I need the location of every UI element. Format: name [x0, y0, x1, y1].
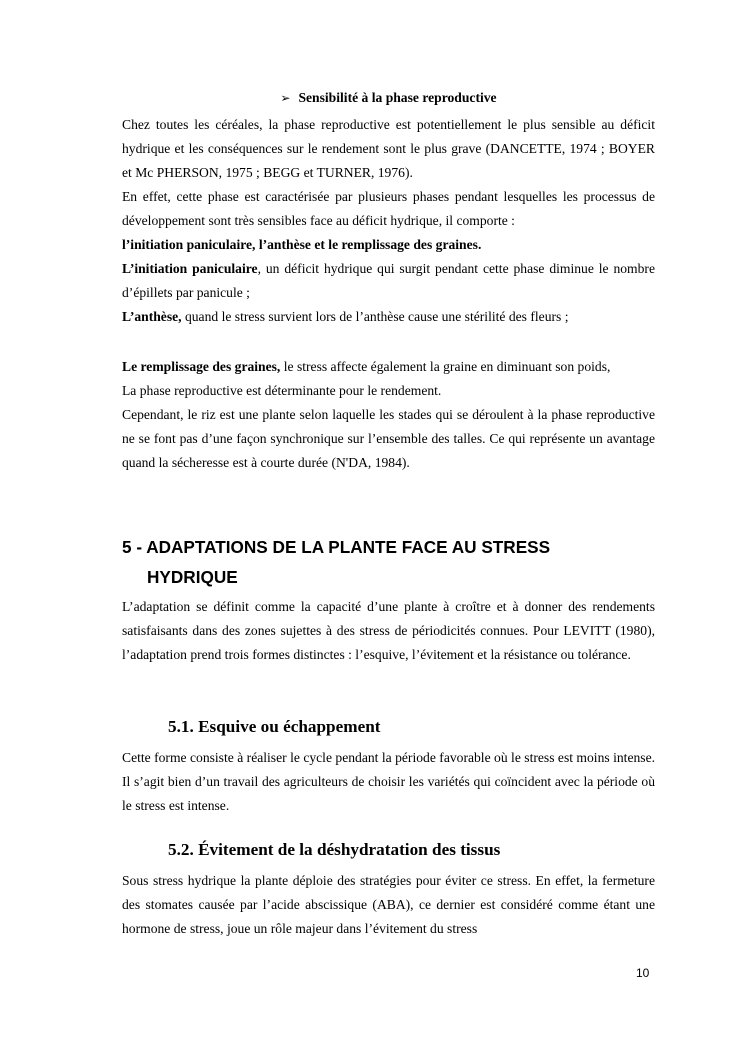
- section-5-title-line2: HYDRIQUE: [147, 567, 238, 587]
- paragraph-esquive: Cette forme consiste à réaliser le cycle pendant la période favorable où le stress est moins intense. Il s’agit bien d’un travail des agriculteurs de choisir les variétés qui coïncident avec la période où le stress est intense.: [122, 750, 655, 813]
- section-5-2-title: 5.2. Évitement de la déshydratation des tissus: [168, 840, 501, 859]
- reproductive-phase-block: [122, 113, 655, 329]
- paragraph-evitement: Sous stress hydrique la plante déploie des stratégies pour éviter ce stress. En effet, la fermeture des stomates causée par l’acide abscissique (ABA), ce dernier est considéré comme étant une hormone de stress, joue un rôle majeur dans l’évitement du stress: [122, 873, 655, 936]
- page-number: 10: [636, 966, 650, 980]
- paragraph-initiation: L’initiation paniculaire, un déficit hydrique qui surgit pendant cette phase diminue le nombre d’épillets par panicule ;: [122, 261, 655, 300]
- paragraph-determinant: La phase reproductive est déterminante pour le rendement.: [122, 383, 442, 398]
- bullet-heading-text: Sensibilité à la phase reproductive: [298, 90, 497, 105]
- bullet-heading: [122, 88, 655, 108]
- paragraph-phases: En effet, cette phase est caractérisée par plusieurs phases pendant lesquelles les processus de développement sont très sensibles face au déficit hydrique, il comporte : l’initiation paniculaire, l’anthèse et le remplissage des graines.: [122, 189, 655, 252]
- paragraph-grain-filling: Le remplissage des graines, le stress affecte également la graine en diminuant son poids,: [122, 359, 611, 374]
- section-5-heading: [122, 532, 655, 592]
- paragraph-anthese: L’anthèse, quand le stress survient lors de l’anthèse cause une stérilité des fleurs ;: [122, 309, 569, 324]
- section-5-intro: [122, 595, 655, 667]
- section-5-1: [122, 715, 655, 818]
- paragraph-cereals: Chez toutes les céréales, la phase reproductive est potentiellement le plus sensible au déficit hydrique et les conséquences sur le rendement sont le plus grave (DANCETTE, 1974 ; BOYER et Mc PHERSON, 1975 ; BEGG et TURNER, 1976).: [122, 117, 655, 180]
- section-5-1-title: 5.1. Esquive ou échappement: [168, 717, 381, 736]
- arrow-bullet-icon: ➢: [280, 91, 291, 105]
- section-5-2: [122, 838, 655, 941]
- section-5-title-line1: 5 - ADAPTATIONS DE LA PLANTE FACE AU STRESS: [122, 537, 551, 557]
- grain-filling-block: [122, 355, 655, 475]
- paragraph-adaptation: L’adaptation se définit comme la capacité d’une plante à croître et à donner des rendements satisfaisants dans des zones sujettes à des stress de périodicités connues. Pour LEVITT (1980), l’adaptation prend trois formes distinctes : l’esquive, l’évitement et la résistance ou tolérance.: [122, 599, 655, 662]
- paragraph-rice: Cependant, le riz est une plante selon laquelle les stades qui se déroulent à la phase reproductive ne se font pas d’une façon synchronique sur l’ensemble des talles. Ce qui représente un avantage quand la sécheresse est à courte durée (N'DA, 1984).: [122, 407, 655, 470]
- phases-list: l’initiation paniculaire, l’anthèse et le remplissage des graines.: [122, 237, 482, 252]
